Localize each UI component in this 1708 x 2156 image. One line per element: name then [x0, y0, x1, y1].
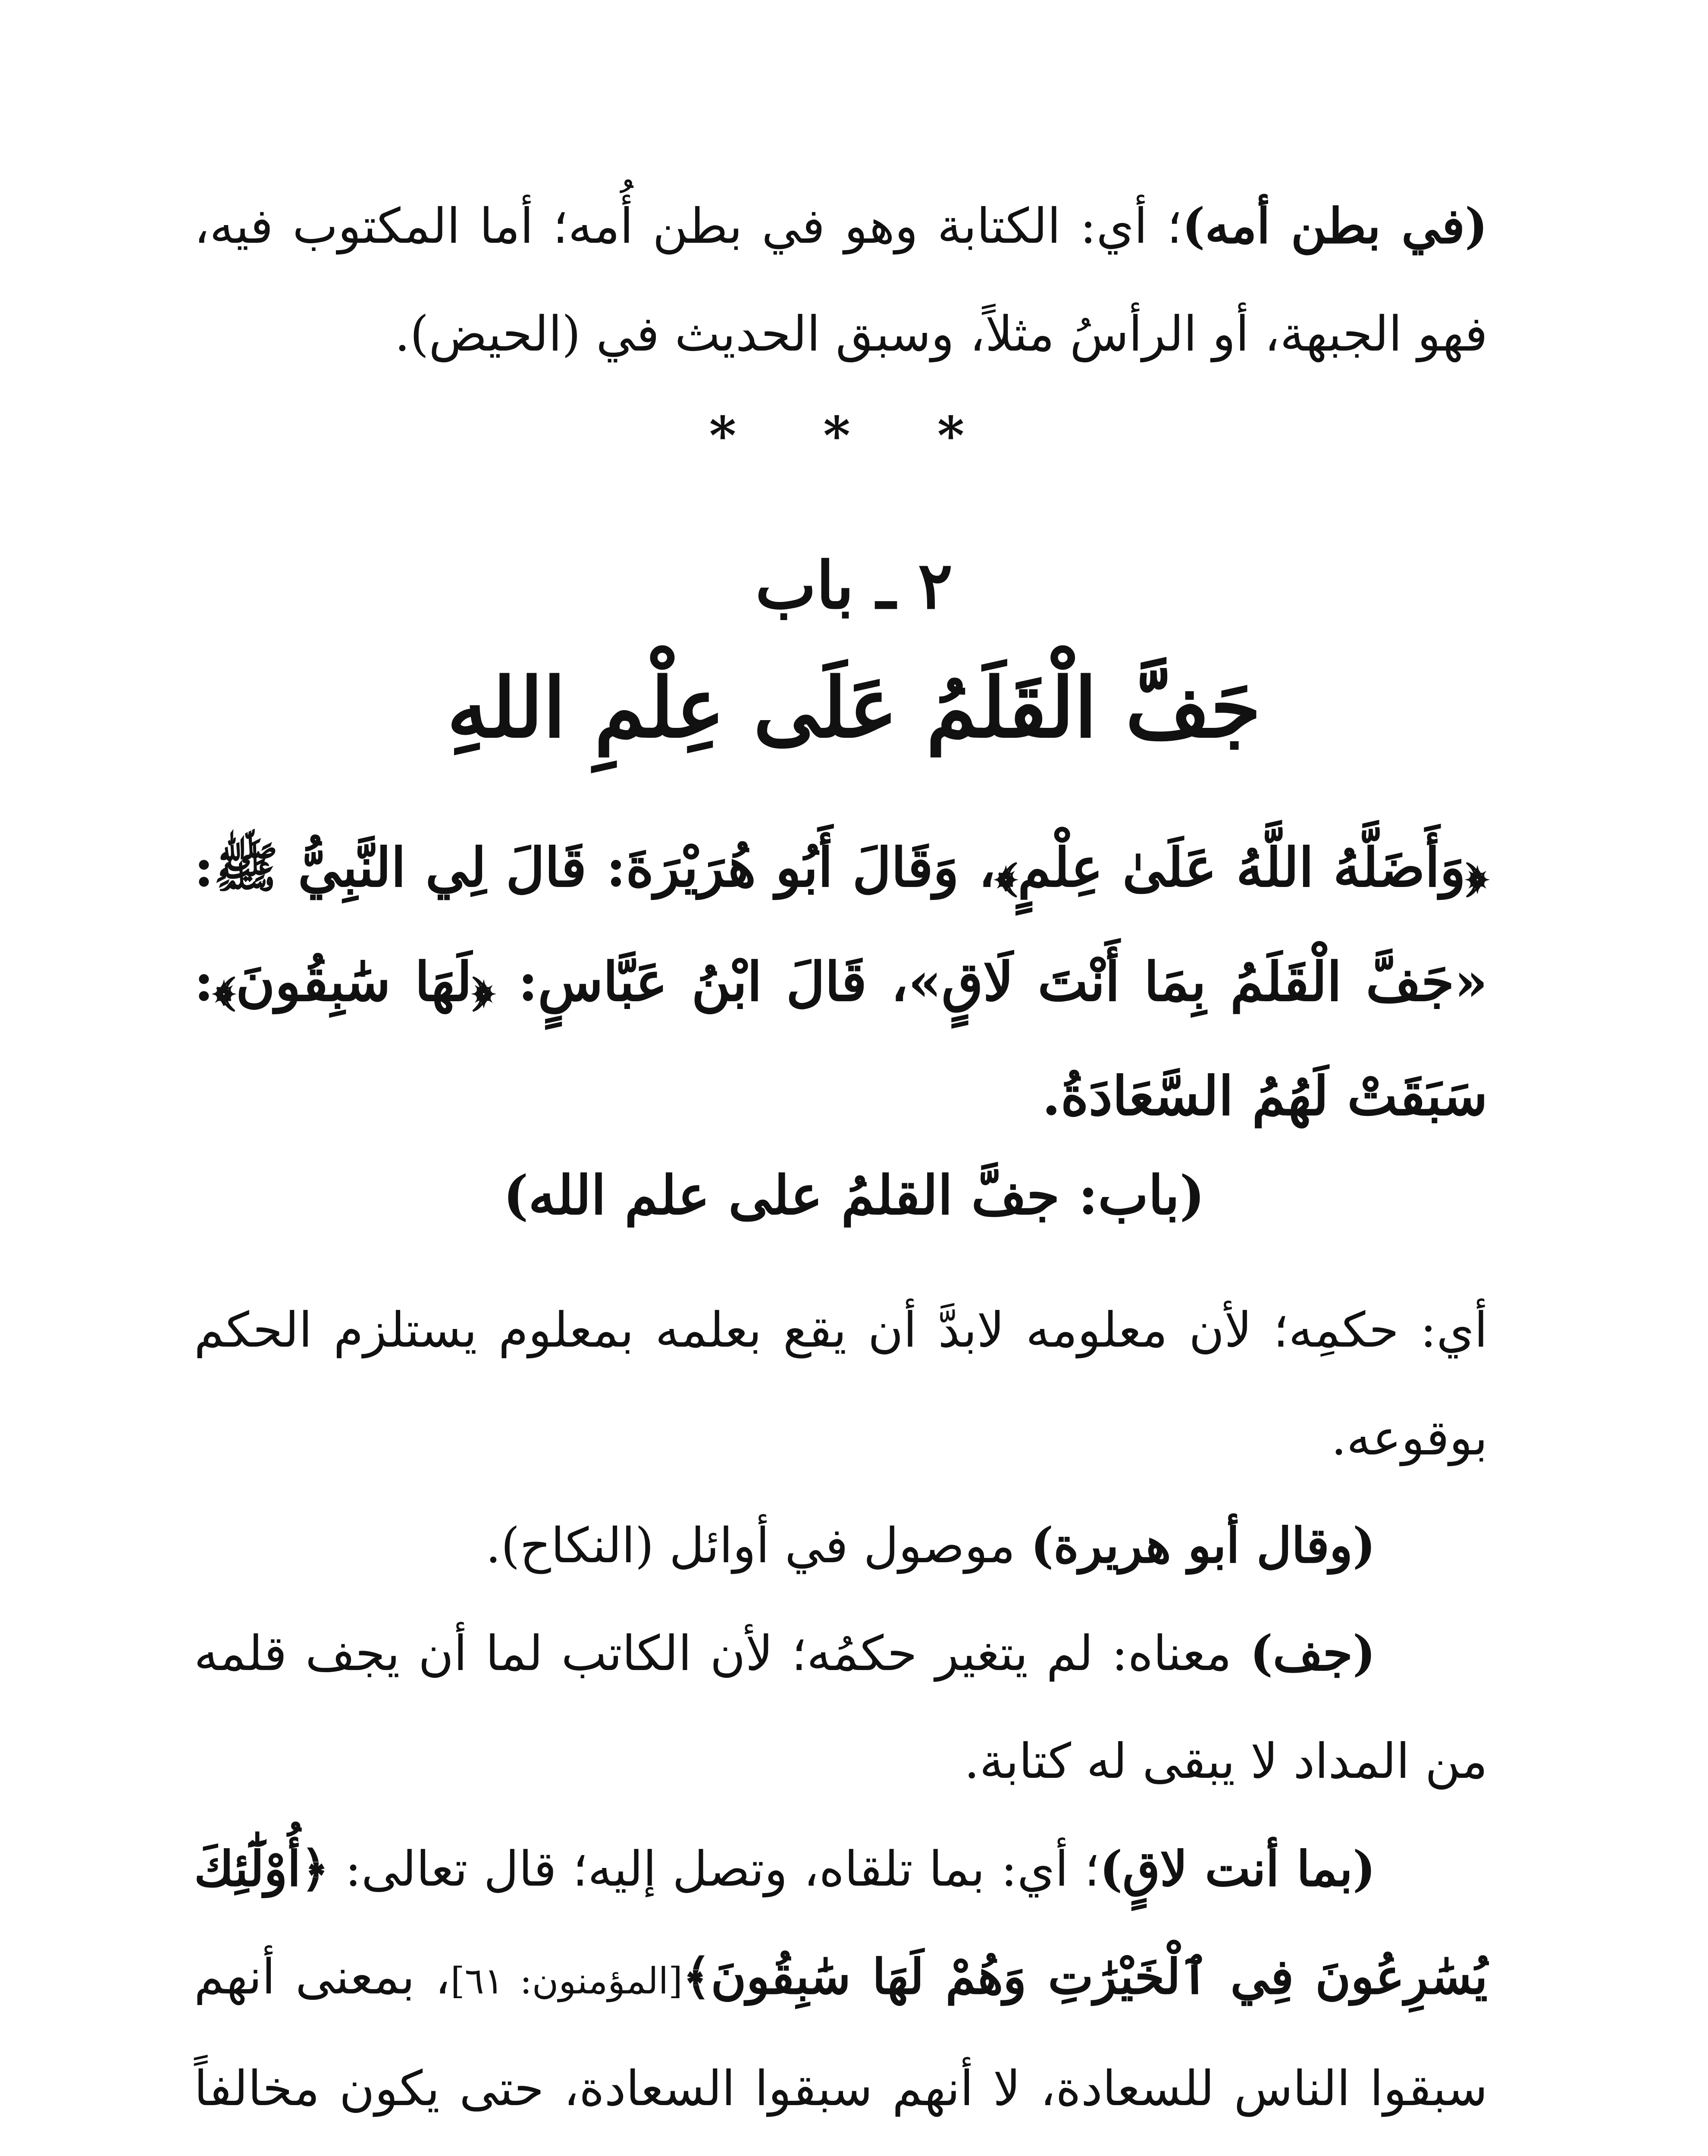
- commentary-p4-lead: (بما أنت لاقٍ): [1100, 1841, 1376, 1897]
- top-paragraph: [194, 172, 1488, 388]
- commentary-p2-text: موصول في أوائل (النكاح).: [486, 1518, 1031, 1574]
- commentary-p1-text: أي: حكمِه؛ لأن معلومه لابدَّ أن يقع بعلمه بمعلوم يستلزم الحكم بوقوعه.: [194, 1302, 1488, 1466]
- separator-top: * * *: [709, 405, 999, 466]
- chapter-number: ٢ ـ باب: [755, 548, 953, 624]
- commentary-p4-reference: [المؤمنون: ٦١]: [450, 1960, 683, 2002]
- hadith-text-2: : سَبَقَتْ لَهُمُ السَّعَادَةُ.: [194, 951, 1488, 1128]
- commentary-p3-lead: (جف): [1250, 1625, 1376, 1682]
- commentary-p2-lead: (وقال أبو هريرة): [1031, 1517, 1376, 1574]
- commentary-para-1: [194, 1276, 1488, 1492]
- hadith-verse-1: ﴿وَأَضَلَّهُ اللَّهُ عَلَىٰ عِلْمٍ﴾: [996, 837, 1488, 899]
- hadith-text-1: ، وَقَالَ أَبُو هُرَيْرَةَ: قَالَ لِي النَّبِيُّ ﷺ: «جَفَّ الْقَلَمُ بِمَا أَنْتَ لَاقٍ»، قَالَ ابْنُ عَبَّاسٍ:: [194, 837, 1488, 1013]
- commentary-heading: (باب: جفَّ القلمُ على علم الله): [503, 1164, 1205, 1227]
- hadith-text: [194, 811, 1488, 1153]
- commentary-p4-verse: ﴿أُوْلَٰٓئِكَ يُسَٰرِعُونَ فِي ٱلْخَيْرَٰتِ وَهُمْ لَهَا سَٰبِقُونَ﴾: [194, 1841, 1488, 2005]
- commentary-para-3: [194, 1600, 1488, 1815]
- commentary-p3-text: معناه: لم يتغير حكمُه؛ لأن الكاتب لما أن يجف قلمه من المداد لا يبقى له كتابة.: [194, 1626, 1488, 1789]
- chapter-title: جَفَّ الْقَلَمُ عَلَى عِلْمِ اللهِ: [447, 660, 1261, 756]
- top-paragraph-lead: (في بطن أمه): [1182, 198, 1488, 254]
- commentary-p4-text-b: ، بمعنى أنهم سبقوا الناس للسعادة، لا أنهم سبقوا السعادة، حتى يكون مخالفاً: [194, 1949, 1488, 2117]
- hadith-verse-2: ﴿لَهَا سَٰبِقُونَ﴾: [213, 951, 494, 1013]
- commentary-para-4: [194, 1815, 1488, 2156]
- top-paragraph-text: ؛ أي: الكتابة وهو في بطن أُمه؛ أما المكتوب فيه، فهو الجبهة، أو الرأسُ مثلاً، وسبق الحديث في (الحيض).: [194, 198, 1488, 362]
- commentary-p4-text-a: ؛ أي: بما تلقاه، وتصل إليه؛ قال تعالى:: [329, 1841, 1100, 1897]
- commentary-para-2: [194, 1492, 1488, 1600]
